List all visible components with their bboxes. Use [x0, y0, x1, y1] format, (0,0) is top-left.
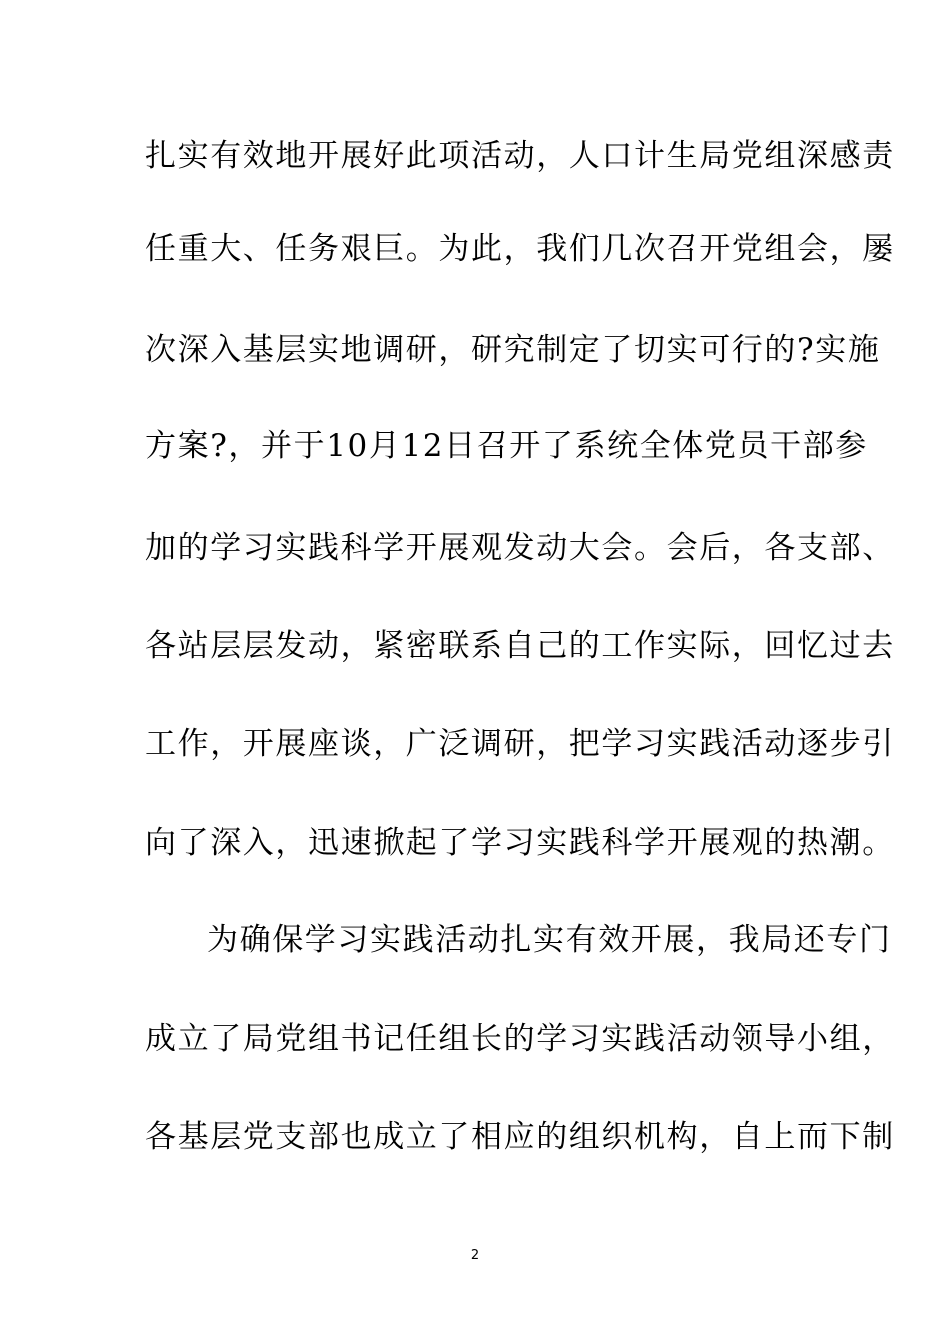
text-line-1: 扎实有效地开展好此项活动，人口计生局党组深感责 [145, 138, 895, 174]
text-line-6: 各站层层发动，紧密联系自己的工作实际，回忆过去 [145, 628, 895, 664]
paragraph-start-line: 为确保学习实践活动扎实有效开展，我局还专门 [207, 922, 892, 958]
text-line-4: 方案?，并于10月12日召开了系统全体党员干部参 [145, 428, 868, 464]
text-line-8: 向了深入，迅速掀起了学习实践科学开展观的热潮。 [145, 825, 895, 861]
text-line-10: 成立了局党组书记任组长的学习实践活动领导小组， [145, 1021, 895, 1057]
page-number: 2 [470, 1248, 480, 1263]
text-line-3: 次深入基层实地调研，研究制定了切实可行的?实施 [145, 332, 881, 368]
text-line-7: 工作，开展座谈，广泛调研，把学习实践活动逐步引 [145, 726, 895, 762]
text-line-11: 各基层党支部也成立了相应的组织机构，自上而下制 [145, 1119, 895, 1155]
text-line-5: 加的学习实践科学开展观发动大会。会后，各支部、 [145, 530, 895, 566]
text-line-2: 任重大、任务艰巨。为此，我们几次召开党组会，屡 [145, 231, 895, 267]
